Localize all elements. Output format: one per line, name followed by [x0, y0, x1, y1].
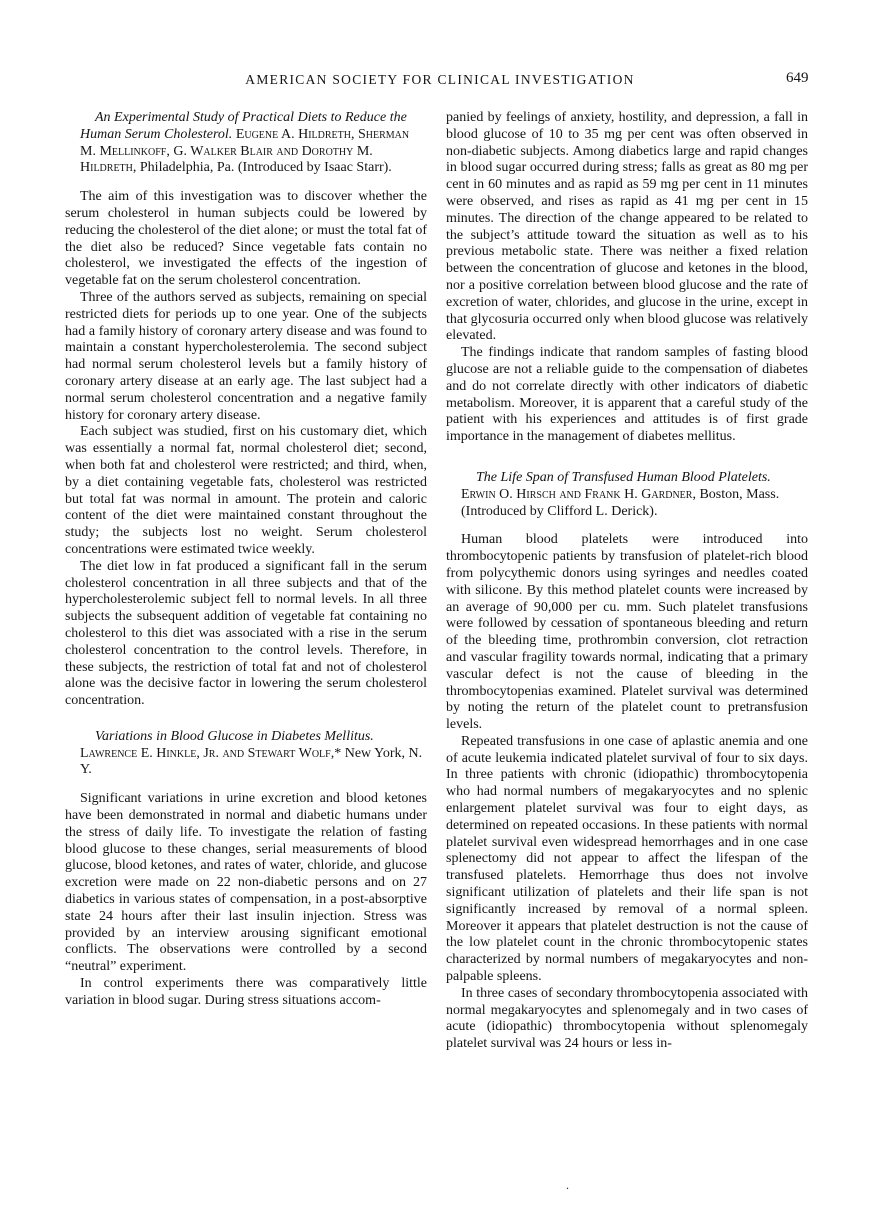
- article-3-location: Boston, Mass. (Introduced by Clifford L. Derick).: [461, 486, 780, 519]
- article-2-continued-paragraph: The findings indicate that random samples of fasting blood glucose are not a reliable guide to the compensation of diabetes and do not correlate directly with other indicators of diabetic metabolism. Moreover, it is apparent that a careful study of the patient with his experiences and attitudes is of first grade importance in the management of diabetes mellitus.: [446, 345, 808, 445]
- article-3-paragraph: Repeated transfusions in one case of aplastic anemia and one of acute leukemia indicated platelet survival of four to six days. In three patients with chronic (idiopathic) thrombocytopenia who had normal numbers of megakaryocytes and no splenic enlargement platelet survival was four to eight days, as determined on repeated occasions. In these patients with normal platelet survival even widespread hemorrhages and in one case splenectomy did not appear to affect the lifespan of the transfused platelets. Hemorrhage thus does not involve significant utilization of platelets and their life span is not significantly increased by removal of a normal spleen. Moreover it appears that platelet destruction is not the cause of the low platelet count in the chronic thrombocytopenic states characterized by normal numbers of megakaryocytes and non-palpable spleens.: [446, 733, 808, 985]
- page-number: 649: [786, 70, 809, 86]
- right-column: [446, 110, 808, 1053]
- article-2-title: Variations in Blood Glucose in Diabetes Mellitus.: [95, 728, 374, 744]
- article-1-paragraph: The aim of this investigation was to discover whether the serum cholesterol in human subjects could be lowered by reducing the cholesterol of the diet alone; or must the total fat of the diet also be reduced? Since vegetable fats contain no cholesterol, we investigated the effects of the ingestion of vegetable fat on the serum cholesterol concentration.: [65, 189, 427, 289]
- article-2-authors: Lawrence E. Hinkle, Jr. and Stewart Wolf,*: [80, 745, 342, 761]
- article-3-authors: Erwin O. Hirsch and Frank H. Gardner,: [461, 486, 696, 502]
- article-2-location: New York, N. Y.: [80, 745, 423, 778]
- article-1-paragraph: The diet low in fat produced a significant fall in the serum cholesterol concentration in all three subjects and that of the hypercholesterolemic subject fell to normal levels. In all three subjects the subsequent addition of vegetable fat containing no cholesterol to this diet was associated with a rise in the serum cholesterol concentration to the control levels. Therefore, in these subjects, the restriction of total fat and not of cholesterol alone was the decisive factor in lowering the serum cholesterol concentration.: [65, 558, 427, 709]
- article-2-continued-paragraph: panied by feelings of anxiety, hostility, and depression, a fall in blood glucose of 10 to 35 mg per cent was often observed in non-diabetic subjects. Among diabetics large and rapid changes in blood sugar occurred during stress; falls as great as 80 mg per cent in 60 minutes and as rapid as 59 mg per cent in 11 minutes were observed, and rises as rapid as 41 mg per cent in 15 minutes. The direction of the change appeared to be related to the subject’s attitude toward the situation as well as to his previous metabolic state. There was neither a fixed relation between the concentration of glucose and ketones in the blood, nor a positive correlation between blood glucose and the rate of excretion of water, chlorides, and glucose in the urine, except in that glycosuria occurred only when blood glucose was relatively elevated.: [446, 110, 808, 344]
- left-column: [65, 110, 427, 1010]
- article-3-paragraph: In three cases of secondary thrombocytopenia associated with normal megakaryocytes and splenomegaly and in two cases of acute (idiopathic) thrombocytopenia without splenomegaly platelet survival was 24 hours or less in-: [446, 985, 808, 1052]
- article-2-heading: [65, 729, 427, 779]
- article-3-heading: [446, 470, 808, 520]
- footer-mark: .: [566, 1178, 569, 1192]
- article-3-paragraph: Human blood platelets were introduced into thrombocytopenic patients by transfusion of platelet-rich blood from polycythemic donors using syringes and needles coated with silicone. By this method platelet counts were increased by an average of 90,000 per cu. mm. Such platelet transfusions were followed by cessation of spontaneous bleeding and return of the bleeding time, prothrombin conversion, clot retraction and vascular fragility towards normal, indicating that a primary vascular defect is not the cause of bleeding in the thrombocytopenias examined. Platelet survival was determined by noting the return of the platelet count to pretransfusion levels.: [446, 532, 808, 733]
- article-1-paragraph: Each subject was studied, first on his customary diet, which was essentially a normal fat, normal cholesterol diet; second, when both fat and cholesterol were restricted; and third, when, by a diet containing vegetable fats, cholesterol was restricted but total fat was normal in amount. The protein and caloric content of the diet were maintained constant throughout the study; the subjects lost no weight. Serum cholesterol concentrations were estimated twice weekly.: [65, 424, 427, 557]
- running-head: AMERICAN SOCIETY FOR CLINICAL INVESTIGATION: [245, 72, 635, 87]
- article-1-location: Philadelphia, Pa. (Introduced by Isaac Starr).: [139, 160, 392, 176]
- article-1-heading: [65, 110, 427, 177]
- article-1-paragraph: Three of the authors served as subjects, remaining on special restricted diets for periods up to one year. One of the subjects had a family history of coronary artery disease and was found to maintain a constant hypercholesterolemia. The second subject had normal serum cholesterol levels but a family history of coronary artery disease at an early age. The last subject had a normal serum cholesterol concentration and a negative family history for coronary artery disease.: [65, 289, 427, 423]
- article-2-paragraph: In control experiments there was comparatively little variation in blood sugar. During stress situations accom-: [65, 976, 427, 1008]
- article-3-title: The Life Span of Transfused Human Blood Platelets.: [476, 469, 771, 485]
- article-2-paragraph: Significant variations in urine excretion and blood ketones have been demonstrated in normal and diabetic humans under the stress of daily life. To investigate the relation of fasting blood glucose to these changes, serial measurements of blood glucose, blood ketones, and rates of water, chloride, and glucose excretion were made on 22 non-diabetic persons and on 27 diabetics in various states of compensation, in a post-absorptive state 24 hours after their last insulin injection. Stress was provided by an interview arousing significant emotional conflicts. The observations were controlled by a second “neutral” experiment.: [65, 791, 427, 975]
- article-1-title: An Experimental Study of Practical Diets to Reduce the Human Serum Cholesterol.: [80, 110, 407, 142]
- article-1-authors: Eugene A. Hildreth, Sherman M. Mellinkoff, G. Walker Blair and Dorothy M. Hildreth,: [80, 126, 410, 176]
